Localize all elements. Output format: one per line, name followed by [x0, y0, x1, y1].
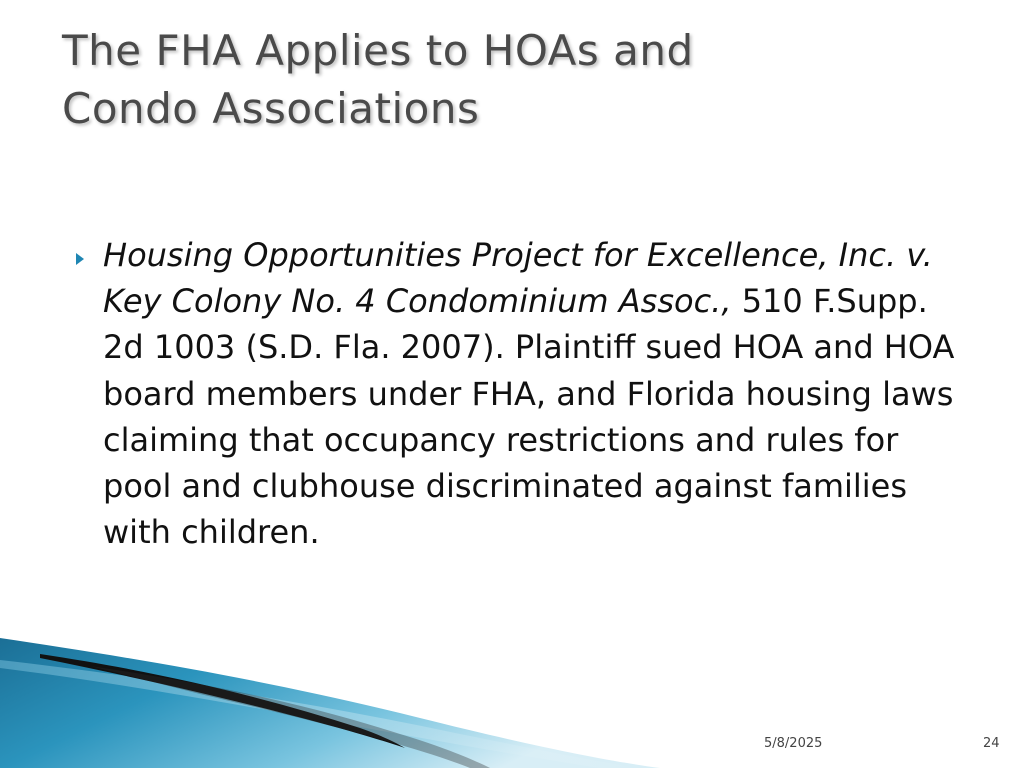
case-name: Housing Opportunities Project for Excellence, Inc. v. Key Colony No. 4 Condominium Assoc.,: [103, 236, 933, 321]
bullet-arrow-icon: [76, 253, 84, 265]
slide-title: [62, 22, 962, 138]
slide-title-line-1: The FHA Applies to HOAs and: [62, 26, 694, 75]
bullet-item: [76, 232, 976, 555]
footer-page-number: 24: [983, 736, 1000, 751]
slide-title-line-2: Condo Associations: [62, 84, 480, 133]
bullet-text: [103, 232, 973, 555]
case-summary: Plaintiff sued HOA and HOA board members under FHA, and Florida housing laws claiming that occupancy restrictions and rules for pool and clubhouse discriminated against families with children.: [103, 328, 955, 552]
bottom-wave-decoration: [0, 638, 1024, 768]
case-citation: 510 F.Supp. 2d 1003 (S.D. Fla. 2007).: [103, 282, 928, 367]
footer-date: 5/8/2025: [764, 736, 823, 751]
